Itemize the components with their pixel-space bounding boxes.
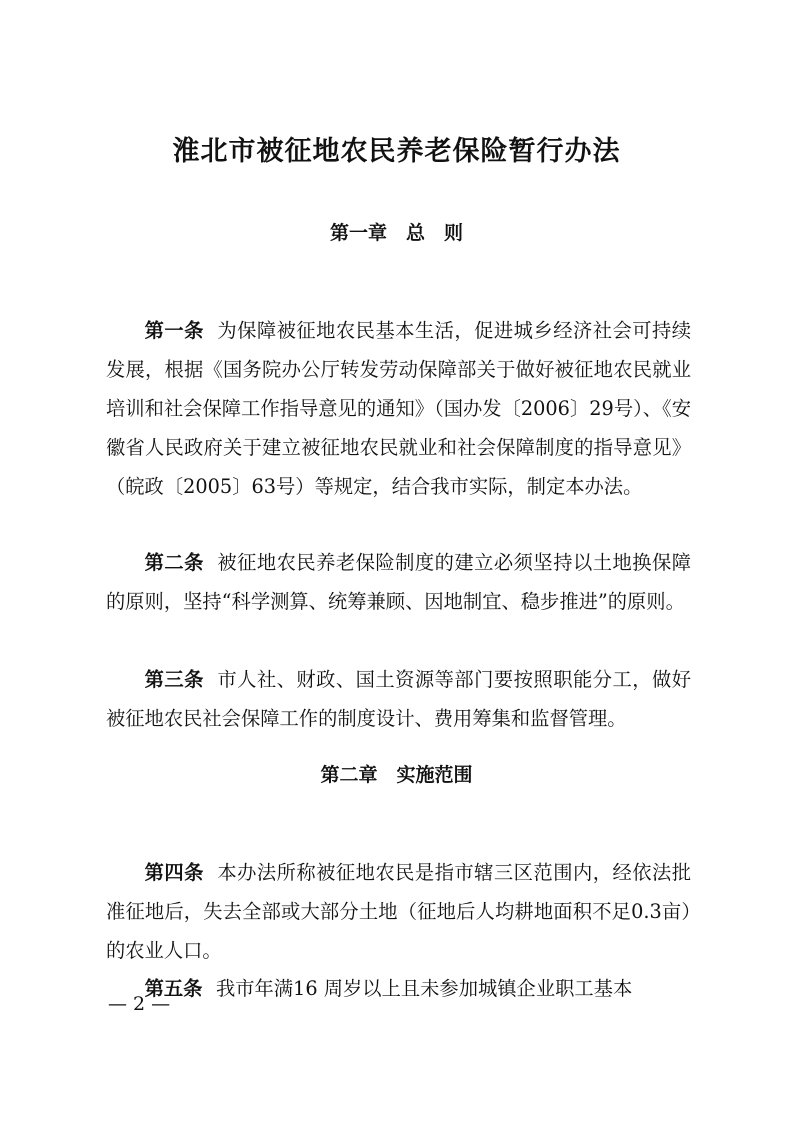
article-3-label: 第三条 <box>144 668 204 692</box>
chapter-2-title: 第二章 实施范围 <box>320 764 473 786</box>
article-3-text: 市人社、财政、国土资源等部门要按照职能分工，做好被征地农民社会保障工作的制度设计、费用筹集和监督管理。 <box>106 668 691 731</box>
article-2 <box>106 543 691 621</box>
article-3 <box>106 660 691 738</box>
article-5 <box>106 969 691 1008</box>
article-2-text: 被征地农民养老保险制度的建立必须坚持以土地换保障的原则，坚持“科学测算、统筹兼顾、因地制宜、稳步推进”的原则。 <box>106 551 691 614</box>
article-2-label: 第二条 <box>144 551 204 575</box>
chapter-1-title: 第一章 总 则 <box>329 222 463 244</box>
document-title: 淮北市被征地农民养老保险暂行办法 <box>172 136 621 167</box>
article-4-text: 本办法所称被征地农民是指市辖三区范围内，经依法批准征地后，失去全部或大部分土地（征地后人均耕地面积不足0.3亩）的农业人口。 <box>106 861 691 963</box>
article-1 <box>106 311 691 506</box>
article-1-label: 第一条 <box>144 319 204 343</box>
article-5-text: 我市年满16 周岁以上且未参加城镇企业职工基本 <box>215 977 633 1001</box>
article-4 <box>106 853 691 970</box>
article-1-text: 为保障被征地农民基本生活，促进城乡经济社会可持续发展，根据《国务院办公厅转发劳动保障部关于做好被征地农民就业培训和社会保障工作指导意见的通知》（国办发〔2006〕29号）、《安徽省人民政府关于建立被征地农民就业和社会保障制度的指导意见》（皖政〔2005〕63号）等规定，结合我市实际，制定本办法。 <box>106 319 691 499</box>
article-4-label: 第四条 <box>144 861 204 885</box>
article-5-label: 第五条 <box>144 977 203 1001</box>
page-number: — 2 — <box>108 993 171 1015</box>
